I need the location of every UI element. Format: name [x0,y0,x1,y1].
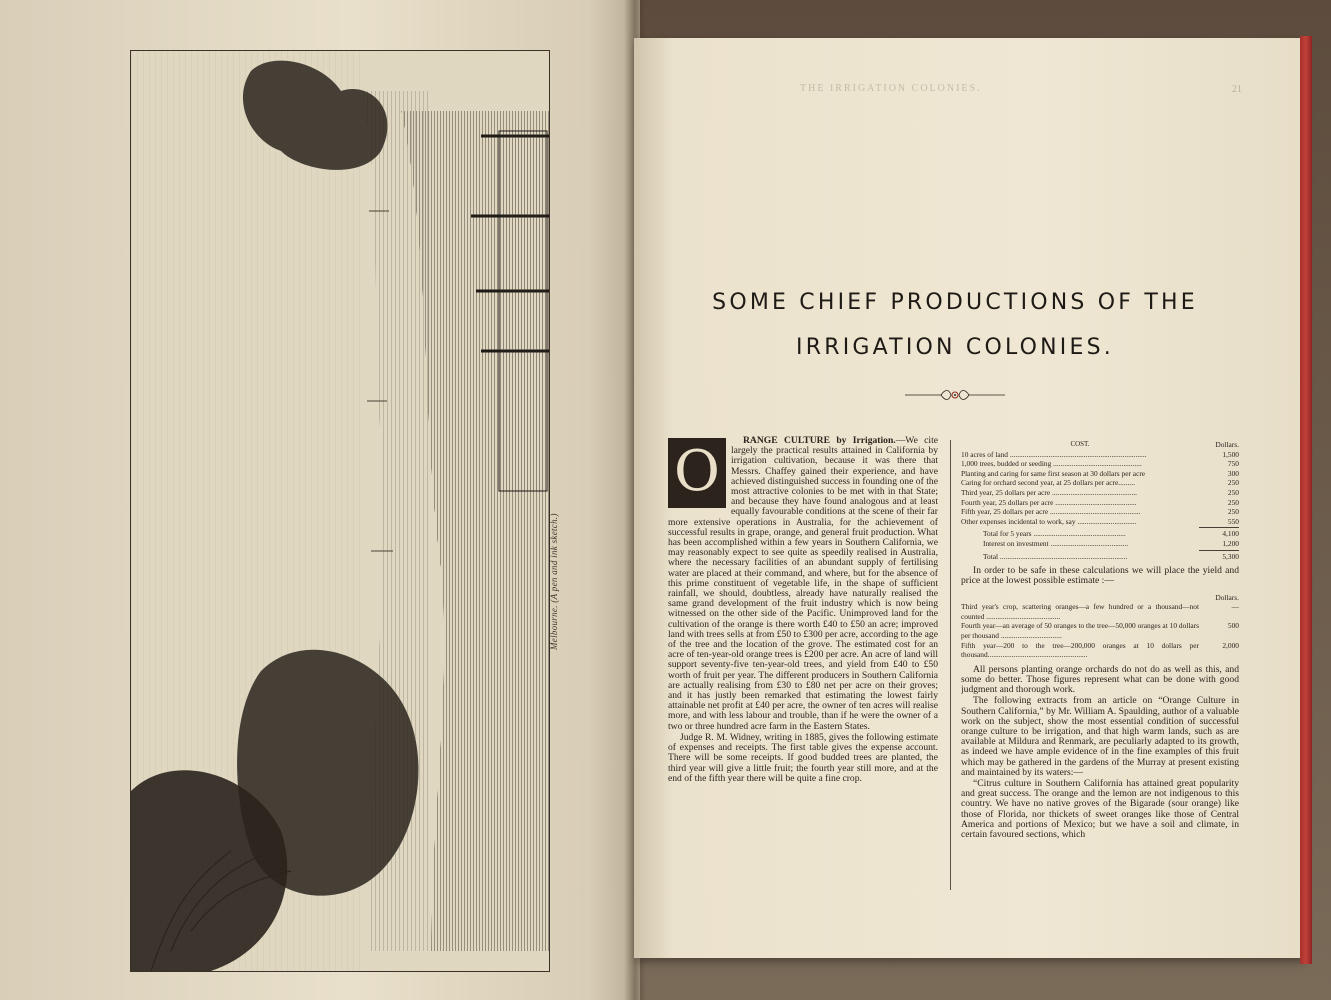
engraving-caption: Melbourne. (A pen and ink sketch.) [549,513,559,650]
table-row: Planting and caring for same first season at 30 dollars per acre 300 [961,468,1239,478]
yield-table [961,593,1239,660]
sum-rule [1199,550,1239,551]
table-row: Other expenses incidental to work, say ................................ 550 [961,516,1239,526]
table-row: Third year, 25 dollars per acre .............................................. 250 [961,487,1239,497]
estimate-paragraph: In order to be safe in these calculations we will place the yield and price at the lowest possible estimate :— [961,565,1239,587]
ornament-divider-icon [905,385,1005,405]
paragraph-results: All persons planting orange orchards do not do as well as this, and some do better. Those figures represent what can be done with good judgment and thorough work. [961,663,1239,696]
paragraph-citrus-quote: “Citrus culture in Southern California has attained great popularity and great success. The orange and the lemon are not indigenous to this country. We have no native groves of the Bigarade (sour orange) like those of Florida, nor thickets of sweet oranges like those of Central America and portions of Mexico; but we have a soil and climate, in certain favoured sections, which [961,777,1239,840]
melbourne-engraving [130,50,550,972]
table-row: Caring for orchard second year, at 25 dollars per acre......... 250 [961,478,1239,488]
cost-table-unit: Dollars. [1215,440,1239,449]
table-row: Interest on investment .......................................... 1,200 [983,538,1239,548]
sum-rule [1199,527,1239,528]
chapter-title [660,280,1250,370]
running-head: THE IRRIGATION COLONIES. [800,83,982,94]
lead-text: —We cite largely the practical results attained in California by irrigation cultivation, because it was there that Messrs. Chaffey gained their experience, and have achieved distinguished success in founding one of the most attractive colonies to be met with in that State; and because they have found analogous and at least equally favourable conditions at the scene of their far more extensive operations in Australia, for the achievement of successful results in grape, orange, and general fruit production. What has been accomplished within a few years in Southern California, we may reasonably expect to see quite as speedily realised in Australia, where the necessary facilities of an abundant supply of fertilising water are placed at their command, and where, but for the absence of this prime constituent of vegetable life, in the shape of sufficient rainfall, we should, doubtless, already have naturally realised the same grand development of the fruit industry which is now being witnessed on the other side of the Pacific. Unimproved land for the cultivation of the orange is there worth £40 to £50 an acre; improved land with trees sells at from £50 to £300 per acre, according to the age of the tree and the location of the grove. The estimated cost for an acre of ten-year-old orange trees is £200 per acre. An acre of land will support seventy-five ten-year-old trees, and yield from £40 to £50 worth of fruit per year. The different producers in Southern California are actually realising from £30 to £80 net per acre on their groves; and it has justly been remarked that estimating the lowest fairly attainable net profit at £40 per acre, the owner of ten acres will realise more, and with less labour and trouble, than if he were the owner of a two or three hundred acre farm in the Eastern States. [668,436,938,732]
article-right-column [961,440,1239,895]
cost-table-heading: COST. [1070,440,1090,448]
left-page [0,0,640,1000]
title-line-1: SOME CHIEF PRODUCTIONS OF THE [712,290,1198,315]
yield-table-unit: Dollars. [1215,592,1239,602]
table-row: 10 acres of land .......................................................................... 1,500 [961,449,1239,459]
table-row: Fourth year—an average of 50 oranges to the tree—50,000 oranges at 10 dollars per thousand ................................. 500 [961,621,1239,640]
lead-heading: RANGE CULTURE by Irrigation. [743,436,896,446]
column-rule [950,440,951,890]
paragraph-spaulding: The following extracts from an article on “Orange Culture in Southern California,” by Mr. William A. Spaulding, author of a valuable work on the subject, show the most essential condition of successful orange culture to be irrigation, and that high warm lands, such as are available at Mildura and Renmark, are peculiarly adapted to its growth, as indeed we have ample evidence of in the fine examples of this fruit which may be gathered in the gardens of the Murray at present existing and maintained by its waters:— [961,695,1239,778]
title-line-2: IRRIGATION COLONIES. [796,335,1114,360]
cost-table [961,440,1239,561]
article-left-column [668,436,938,896]
table-row: Fifth year, 25 dollars per acre ................................................. 250 [961,507,1239,517]
table-row: Total for 5 years .................................................. 4,100 [983,529,1239,539]
table-row: Fifth year—200 to the tree—200,000 oranges at 10 dollars per thousand...................................................... 2,000 [961,640,1239,660]
red-cover-edge [1300,36,1312,964]
table-row: Fourth year, 25 dollars per acre ............................................ 250 [961,497,1239,507]
paragraph-widney: Judge R. M. Widney, writing in 1885, gives the following estimate of expenses and receipts. The first table gives the expense account. There will be some receipts. If good budded trees are planted, the third year will give a little fruit; the fourth year still more, and at the end of the fifth year there will be quite a fine crop. [668,731,938,784]
page-number: 21 [1232,84,1242,95]
table-row: 1,000 trees, budded or seeding ................................................ 750 [961,459,1239,469]
table-row: Third year's crop, scattering oranges—a few hundred or a thousand—not counted ........................................ — [961,602,1239,621]
dropcap: O [668,438,726,508]
table-row: Total ..................................................................... 5,300 [983,551,1239,561]
